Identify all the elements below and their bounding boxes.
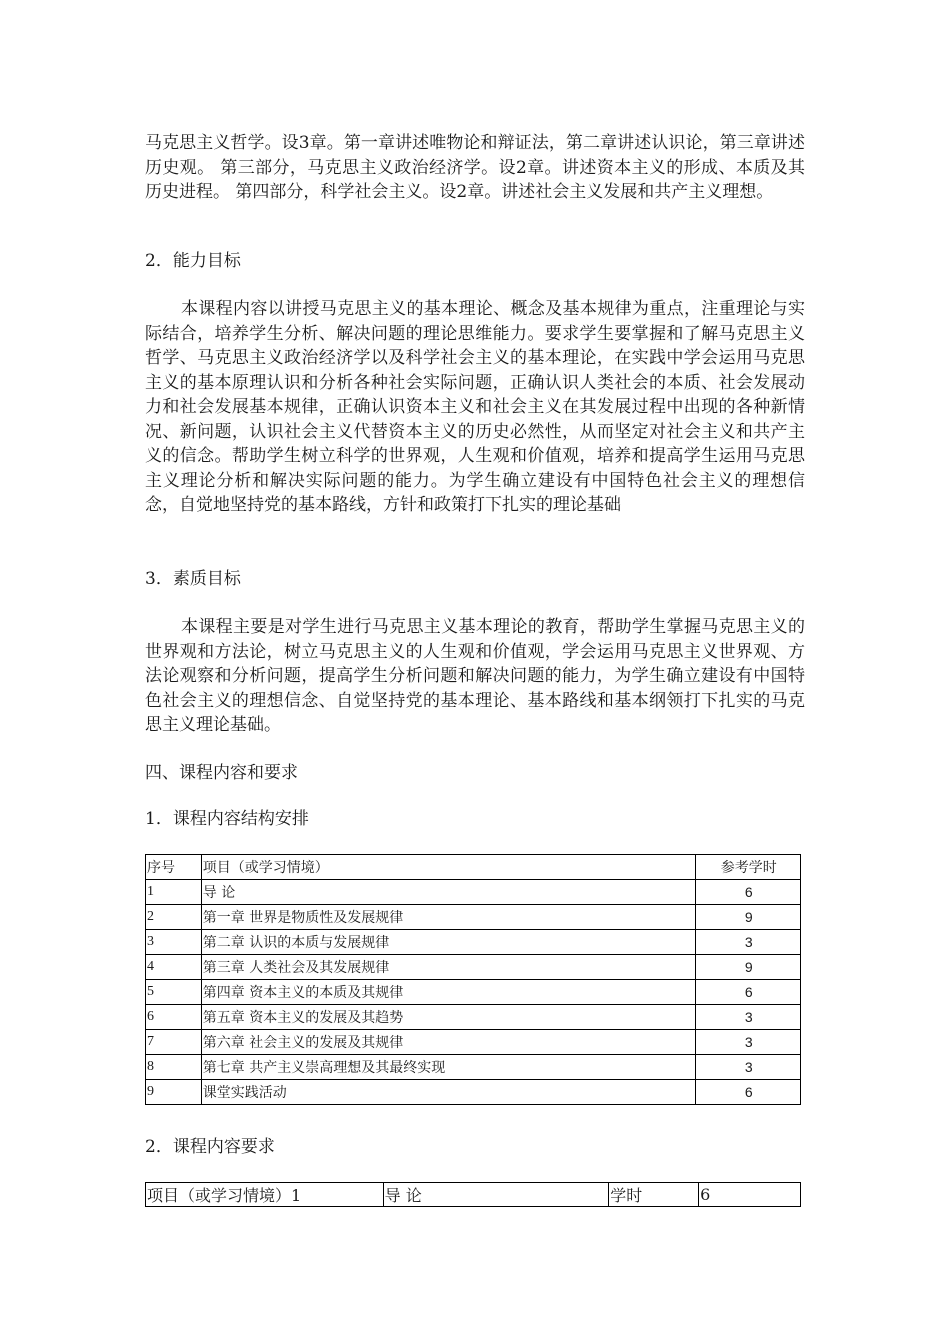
table-row <box>146 880 801 905</box>
table-row <box>146 1080 801 1105</box>
table-row <box>146 905 801 930</box>
header-hours: 参考学时 <box>696 855 801 880</box>
row-index: 1 <box>146 880 202 905</box>
row-index: 7 <box>146 1030 202 1055</box>
row-item: 第二章 认识的本质与发展规律 <box>201 930 696 955</box>
quality-goal-text: 本课程主要是对学生进行马克思主义基本理论的教育，帮助学生掌握马克思主义的世界观和方法论，树立马克思主义的人生观和价值观，学会运用马克思主义世界观、方法论观察和分析问题，提高学生分析问题和解决问题的能力，为学生确立建设有中国特色社会主义的理想信念、自觉坚持党的基本理论、基本路线和基本纲领打下扎实的马克思主义理论基础。 <box>145 617 805 735</box>
row-item: 第三章 人类社会及其发展规律 <box>201 955 696 980</box>
row-item: 第五章 资本主义的发展及其趋势 <box>201 1005 696 1030</box>
row-item: 课堂实践活动 <box>201 1080 696 1105</box>
ability-goal-heading: 2．能力目标 <box>145 251 241 271</box>
table-row <box>146 955 801 980</box>
requirements-table <box>145 1182 801 1207</box>
req-hours-value: 6 <box>699 1183 801 1207</box>
header-item: 项目（或学习情境） <box>201 855 696 880</box>
req-hours-label: 学时 <box>609 1183 699 1207</box>
row-hours: 9 <box>696 955 801 980</box>
structure-heading: 1．课程内容结构安排 <box>145 809 309 829</box>
table-header-row <box>146 855 801 880</box>
table-row <box>146 930 801 955</box>
table-row <box>146 980 801 1005</box>
row-index: 2 <box>146 905 202 930</box>
row-item: 第七章 共产主义崇高理想及其最终实现 <box>201 1055 696 1080</box>
row-hours: 3 <box>696 1005 801 1030</box>
row-hours: 6 <box>696 980 801 1005</box>
row-index: 3 <box>146 930 202 955</box>
row-hours: 9 <box>696 905 801 930</box>
row-item: 第六章 社会主义的发展及其规律 <box>201 1030 696 1055</box>
row-index: 6 <box>146 1005 202 1030</box>
intro-paragraph: 马克思主义哲学。设3章。第一章讲述唯物论和辩证法，第二章讲述认识论，第三章讲述历史观。 第三部分，马克思主义政治经济学。设2章。讲述资本主义的形成、本质及其历史进程。 第四部分，科学社会主义。设2章。讲述社会主义发展和共产主义理想。 <box>145 133 805 202</box>
ability-goal-text: 本课程内容以讲授马克思主义的基本理论、概念及基本规律为重点，注重理论与实际结合，培养学生分析、解决问题的理论思维能力。要求学生要掌握和了解马克思主义哲学、马克思主义政治经济学以及科学社会主义的基本理论，在实践中学会运用马克思主义的基本原理认识和分析各种社会实际问题，正确认识人类社会的本质、社会发展动力和社会发展基本规律，正确认识资本主义和社会主义在其发展过程中出现的各种新情况、新问题，认识社会主义代替资本主义的历史必然性，从而坚定对社会主义和共产主义的信念。帮助学生树立科学的世界观，人生观和价值观，培养和提高学生运用马克思主义理论分析和解决实际问题的能力。为学生确立建设有中国特色社会主义的理想信念，自觉地坚持党的基本路线，方针和政策打下扎实的理论基础 <box>145 299 805 515</box>
row-index: 4 <box>146 955 202 980</box>
row-hours: 6 <box>696 1080 801 1105</box>
table-row <box>146 1030 801 1055</box>
req-item-label: 项目（或学习情境）1 <box>146 1183 384 1207</box>
table-row <box>146 1005 801 1030</box>
row-hours: 6 <box>696 880 801 905</box>
quality-goal-heading: 3．素质目标 <box>145 569 241 589</box>
course-structure-table <box>145 854 801 1105</box>
row-item: 第四章 资本主义的本质及其规律 <box>201 980 696 1005</box>
header-index: 序号 <box>146 855 202 880</box>
requirements-heading: 2．课程内容要求 <box>145 1137 275 1157</box>
req-item-value: 导 论 <box>383 1183 609 1207</box>
row-item: 导 论 <box>201 880 696 905</box>
table-row <box>146 1055 801 1080</box>
section-four-heading: 四、课程内容和要求 <box>145 763 298 783</box>
row-hours: 3 <box>696 1030 801 1055</box>
row-hours: 3 <box>696 930 801 955</box>
row-index: 8 <box>146 1055 202 1080</box>
table-row <box>146 1183 801 1207</box>
row-index: 9 <box>146 1080 202 1105</box>
row-index: 5 <box>146 980 202 1005</box>
row-item: 第一章 世界是物质性及发展规律 <box>201 905 696 930</box>
row-hours: 3 <box>696 1055 801 1080</box>
